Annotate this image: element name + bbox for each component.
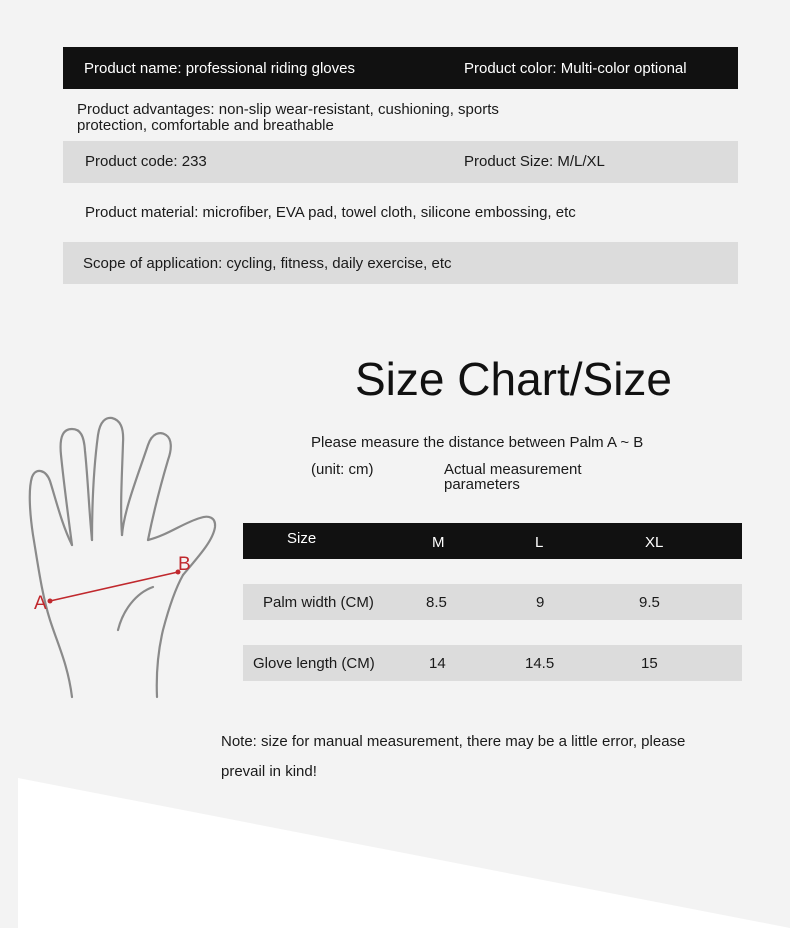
info-row-scope [63, 242, 738, 284]
row-value-xl: 15 [641, 655, 658, 672]
table-row [243, 584, 742, 620]
hand-label-a: A [34, 593, 47, 614]
product-code: Product code: 233 [85, 153, 207, 170]
product-scope: Scope of application: cycling, fitness, daily exercise, etc [83, 255, 452, 272]
point-a-marker [48, 599, 53, 604]
info-row-name-color [63, 47, 738, 89]
row-value-m: 14 [429, 655, 446, 672]
table-row [243, 645, 742, 681]
product-name: Product name: professional riding gloves [84, 60, 355, 77]
row-value-m: 8.5 [426, 594, 447, 611]
info-row-material [63, 193, 738, 233]
info-row-advantages [63, 101, 738, 135]
advantages-line2: protection, comfortable and breathable [77, 117, 334, 134]
note-line1: Note: size for manual measurement, there may be a little error, please [221, 733, 686, 750]
hand-label-b: B [178, 554, 191, 575]
actual-measurement-line2: parameters [444, 476, 520, 493]
product-material: Product material: microfiber, EVA pad, towel cloth, silicone embossing, etc [85, 204, 576, 221]
row-value-xl: 9.5 [639, 594, 660, 611]
row-label: Palm width (CM) [263, 594, 374, 611]
note-line2: prevail in kind! [221, 763, 317, 780]
bottom-white-area [18, 778, 790, 928]
header-xl: XL [645, 534, 664, 551]
hand-outline-icon [28, 415, 238, 705]
info-row-code-size [63, 141, 738, 183]
size-chart-title: Size Chart/Size [355, 353, 673, 405]
header-m: M [432, 534, 445, 551]
product-size: Product Size: M/L/XL [464, 153, 605, 170]
size-table-header [243, 523, 742, 559]
advantages-line1: Product advantages: non-slip wear-resistant, cushioning, sports [77, 101, 499, 118]
measure-line [50, 572, 178, 601]
header-size: Size [287, 530, 317, 547]
row-label: Glove length (CM) [253, 655, 375, 672]
actual-measurement-line1: Actual measurement [444, 461, 582, 478]
product-color: Product color: Multi-color optional [464, 60, 687, 77]
unit-label: (unit: cm) [311, 461, 374, 478]
row-value-l: 14.5 [525, 655, 555, 672]
header-l: L [535, 534, 544, 551]
measure-instruction: Please measure the distance between Palm A ~ B [311, 434, 644, 451]
row-value-l: 9 [536, 594, 545, 611]
